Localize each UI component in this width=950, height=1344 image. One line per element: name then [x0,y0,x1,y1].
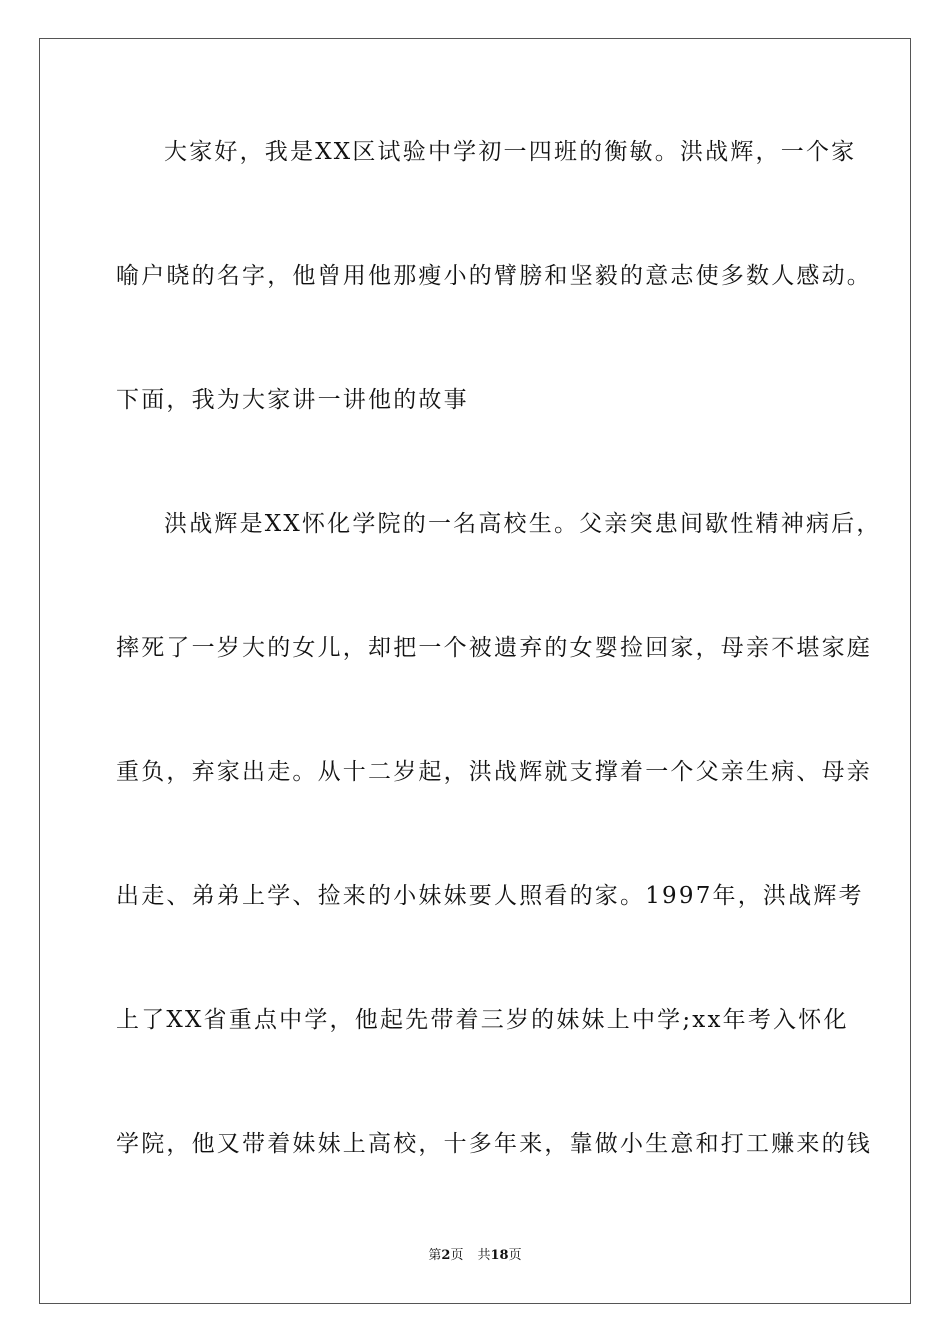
page-suffix: 页 [450,1248,464,1263]
text-line-5: 摔死了一岁大的女儿，却把一个被遗弃的女婴捡回家，母亲不堪家庭 [116,635,872,661]
total-prefix: 共 [477,1248,491,1263]
page-number: 2 [441,1248,451,1263]
total-pages: 18 [490,1248,509,1263]
page-prefix: 第 [428,1248,442,1263]
text-line-1: 大家好，我是XX区试验中学初一四班的衡敏。洪战辉，一个家 [164,139,857,165]
text-line-8: 上了XX省重点中学，他起先带着三岁的妹妹上中学;xx年考入怀化 [116,1007,849,1033]
text-line-6: 重负，弃家出走。从十二岁起，洪战辉就支撑着一个父亲生病、母亲 [116,759,872,785]
page-border [39,38,911,1304]
text-line-4: 洪战辉是XX怀化学院的一名高校生。父亲突患间歇性精神病后， [164,511,882,537]
total-suffix: 页 [508,1248,522,1263]
text-line-7: 出走、弟弟上学、捡来的小妹妹要人照看的家。1997年，洪战辉考 [116,883,864,909]
page-footer [0,1247,950,1265]
text-line-3: 下面，我为大家讲一讲他的故事 [116,387,469,413]
text-line-2: 喻户晓的名字，他曾用他那瘦小的臂膀和坚毅的意志使多数人感动。 [116,263,872,289]
text-line-9: 学院，他又带着妹妹上高校，十多年来，靠做小生意和打工赚来的钱 [116,1131,872,1157]
